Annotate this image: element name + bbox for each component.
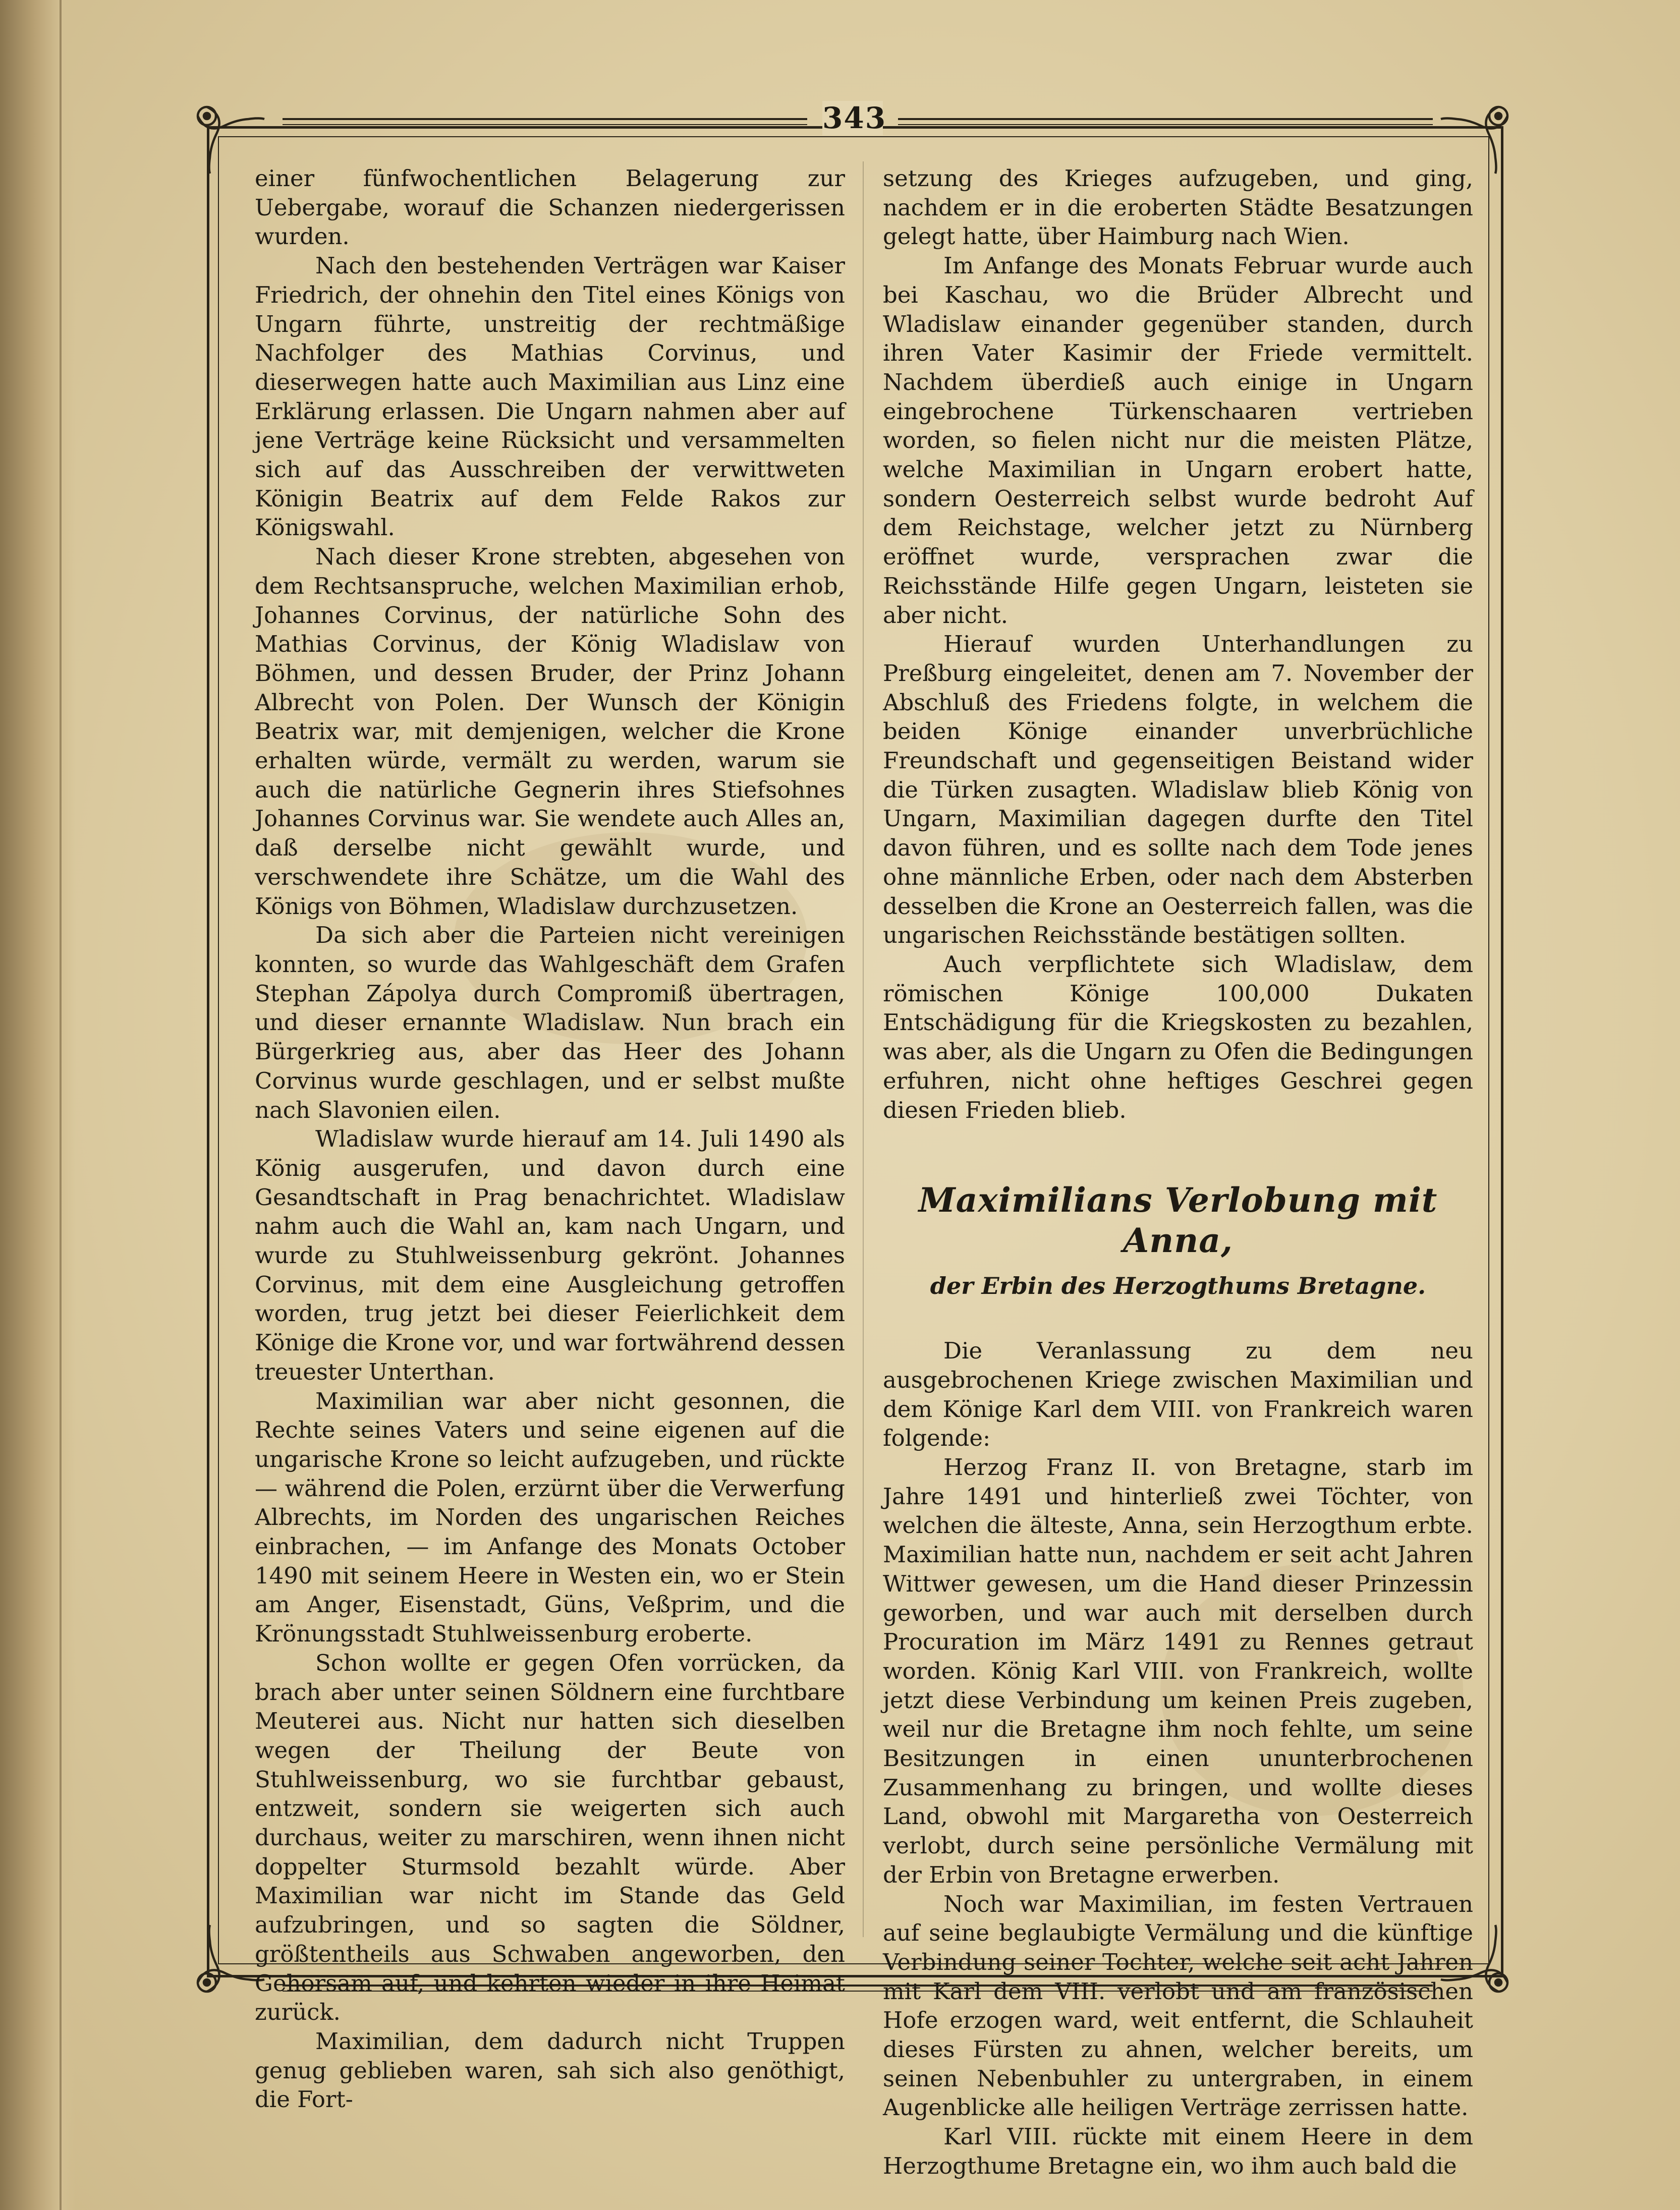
book-gutter-line: [60, 0, 62, 2210]
paragraph: Karl VIII. rückte mit einem Heere in dem Herzogthume Bretagne ein, wo ihm auch bald die: [883, 2123, 1473, 2179]
paragraph: Auch verpflichtete sich Wladislaw, dem römischen Könige 100,000 Dukaten Entschädigung für die Kriegskosten zu bezahlen, was aber, als die Ungarn zu Ofen die Bedingungen erfuhren, nicht ohne heftiges Geschrei gegen diesen Frieden blieb.: [883, 950, 1473, 1123]
left-column: [255, 164, 845, 2114]
right-column-upper-text: [883, 164, 1473, 1124]
page-number: 343: [822, 101, 887, 135]
paragraph: setzung des Krieges aufzugeben, und ging, nachdem er in die eroberten Städte Besatzungen gelegt hatte, über Haimburg nach Wien.: [883, 165, 1473, 250]
header-rule-right-thin: [898, 124, 1433, 125]
section-subtitle: der Erbin des Herzogthums Bretagne.: [930, 1272, 1426, 1300]
header-rule-right: [898, 118, 1433, 120]
paragraph: Maximilian war aber nicht gesonnen, die Rechte seines Vaters und seine eigenen auf die ungarische Krone so leicht aufzugeben, und rückte — während die Polen, erzürnt über die Verwerfung Albrechts, im Norden des ungarischen Reiches einbrachen, — im Anfange des Monats October 1490 mit seinem Heere in Westen ein, wo er Stein am Anger, Eisenstadt, Güns, Veßprim, und die Krönungsstadt Stuhlweissenburg eroberte.: [255, 1387, 845, 1648]
paragraph: Herzog Franz II. von Bretagne, starb im Jahre 1491 und hinterließ zwei Töchter, von welchen die älteste, Anna, sein Herzogthum erbte. Maximilian hatte nun, nachdem er seit acht Jahren Wittwer gewesen, um die Hand dieser Prinzessin geworben, und war auch mit derselben durch Procuration im März 1491 zu Rennes getraut worden. König Karl VIII. von Frankreich, wollte jetzt diese Verbindung um keinen Preis zugeben, weil nur die Bretagne ihm noch fehlte, um seine Besitzungen in einen ununterbrochenen Zusammenhang zu bringen, und wollte dieses Land, obwohl mit Margaretha von Oesterreich verlobt, durch seine persönliche Vermälung mit der Erbin von Bretagne erwerben.: [883, 1454, 1473, 1888]
paragraph: Da sich aber die Parteien nicht vereinigen konnten, so wurde das Wahlgeschäft dem Grafen Stephan Zápolya durch Compromiß übertragen, und dieser ernannte Wladislaw. Nun brach ein Bürgerkrieg aus, aber das Heer des Johann Corvinus wurde geschlagen, und er selbst mußte nach Slavonien eilen.: [255, 922, 845, 1123]
column-divider: [863, 161, 864, 1937]
paragraph: Wladislaw wurde hierauf am 14. Juli 1490 als König ausgerufen, und davon durch eine Gesandtschaft in Prag benachrichtet. Wladislaw nahm auch die Wahl an, kam nach Ungarn, und wurde zu Stuhlweissenburg gekrönt. Johannes Corvinus, mit dem eine Ausgleichung getroffen worden, trug jetzt bei dieser Feierlichkeit dem Könige die Krone vor, und war fortwährend dessen treuester Unterthan.: [255, 1125, 845, 1385]
paragraph: Hierauf wurden Unterhandlungen zu Preßburg eingeleitet, denen am 7. November der Abschluß des Friedens folgte, in welchem die beiden Könige einander unverbrüchliche Freundschaft und gegenseitigen Beistand wider die Türken zusagten. Wladislaw blieb König von Ungarn, Maximilian dagegen durfte den Titel davon führen, und es sollte nach dem Tode jenes ohne männliche Erben, oder nach dem Absterben desselben die Krone an Oesterreich fallen, was die ungarischen Reichsstände bestätigen sollten.: [883, 631, 1473, 949]
header-rule-left: [283, 118, 807, 120]
paragraph: Noch war Maximilian, im festen Vertrauen auf seine beglaubigte Vermälung und die künftige Verbindung seiner Tochter, welche seit acht Jahren mit Karl dem VIII. verlobt und am französischen Hofe erzogen ward, weit entfernt, die Schlauheit dieses Fürsten zu ahnen, welcher bereits, um seinen Nebenbuhler zu untergraben, in einem Augenblicke alle heiligen Verträge zerrissen hatte.: [883, 1890, 1473, 2121]
paragraph: Nach dieser Krone strebten, abgesehen von dem Rechtsanspruche, welchen Maximilian erhob, Johannes Corvinus, der natürliche Sohn des Mathias Corvinus, der König Wladislaw von Böhmen, und dessen Bruder, der Prinz Johann Albrecht von Polen. Der Wunsch der Königin Beatrix war, mit demjenigen, welcher die Krone erhalten würde, vermält zu werden, warum sie auch die natürliche Gegnerin ihres Stiefsohnes Johannes Corvinus war. Sie wendete auch Alles an, daß derselbe nicht gewählt wurde, und verschwendete ihre Schätze, um die Wahl des Königs von Böhmen, Wladislaw durchzusetzen.: [255, 543, 845, 920]
paragraph: Schon wollte er gegen Ofen vorrücken, da brach aber unter seinen Söldnern eine furchtbare Meuterei aus. Nicht nur hatten sich dieselben wegen der Theilung der Beute von Stuhlweissenburg, wo sie furchtbar gebaust, entzweit, sondern sie weigerten sich auch durchaus, weiter zu marschiren, wenn ihnen nicht doppelter Sturmsold bezahlt würde. Aber Maximilian war nicht im Stande das Geld aufzubringen, und so sagten die Söldner, größtentheils aus Schwaben angeworben, den Gehorsam auf, und kehrten wieder in ihre Heimat zurück.: [255, 1649, 845, 2026]
book-spine-shadow: [0, 0, 76, 2210]
paragraph: Maximilian, dem dadurch nicht Truppen genug geblieben waren, sah sich also genöthigt, die Fort-: [255, 2028, 845, 2113]
paragraph: Im Anfange des Monats Februar wurde auch bei Kaschau, wo die Brüder Albrecht und Wladislaw einander gegenüber standen, durch ihren Vater Kasimir der Friede vermittelt. Nachdem überdieß auch einige in Ungarn eingebrochene Türkenschaaren vertrieben worden, so fielen nicht nur die meisten Plätze, welche Maximilian in Ungarn erobert hatte, sondern Oesterreich selbst wurde bedroht Auf dem Reichstage, welcher jetzt zu Nürnberg eröffnet wurde, versprachen zwar die Reichsstände Hilfe gegen Ungarn, leisteten sie aber nicht.: [883, 252, 1473, 629]
paragraph: Die Veranlassung zu dem neu ausgebrochenen Kriege zwischen Maximilian und dem Könige Karl dem VIII. von Frankreich waren folgende:: [883, 1337, 1473, 1452]
section-title: Maximilians Verlobung mit Anna,: [918, 1180, 1438, 1261]
paragraph: Nach den bestehenden Verträgen war Kaiser Friedrich, der ohnehin den Titel eines Königs von Ungarn führte, unstreitig der rechtmäßige Nachfolger des Mathias Corvinus, und dieserwegen hatte auch Maximilian aus Linz eine Erklärung erlassen. Die Ungarn nahmen aber auf jene Verträge keine Rücksicht und versammelten sich auf das Ausschreiben der verwittweten Königin Beatrix auf dem Felde Rakos zur Königswahl.: [255, 252, 845, 541]
right-column-lower-text: [883, 1336, 1473, 2180]
header-rule-left-thin: [283, 124, 807, 125]
right-column: [883, 164, 1473, 2181]
paragraph: einer fünfwochentlichen Belagerung zur Uebergabe, worauf die Schanzen niedergerissen wurden.: [255, 165, 845, 250]
